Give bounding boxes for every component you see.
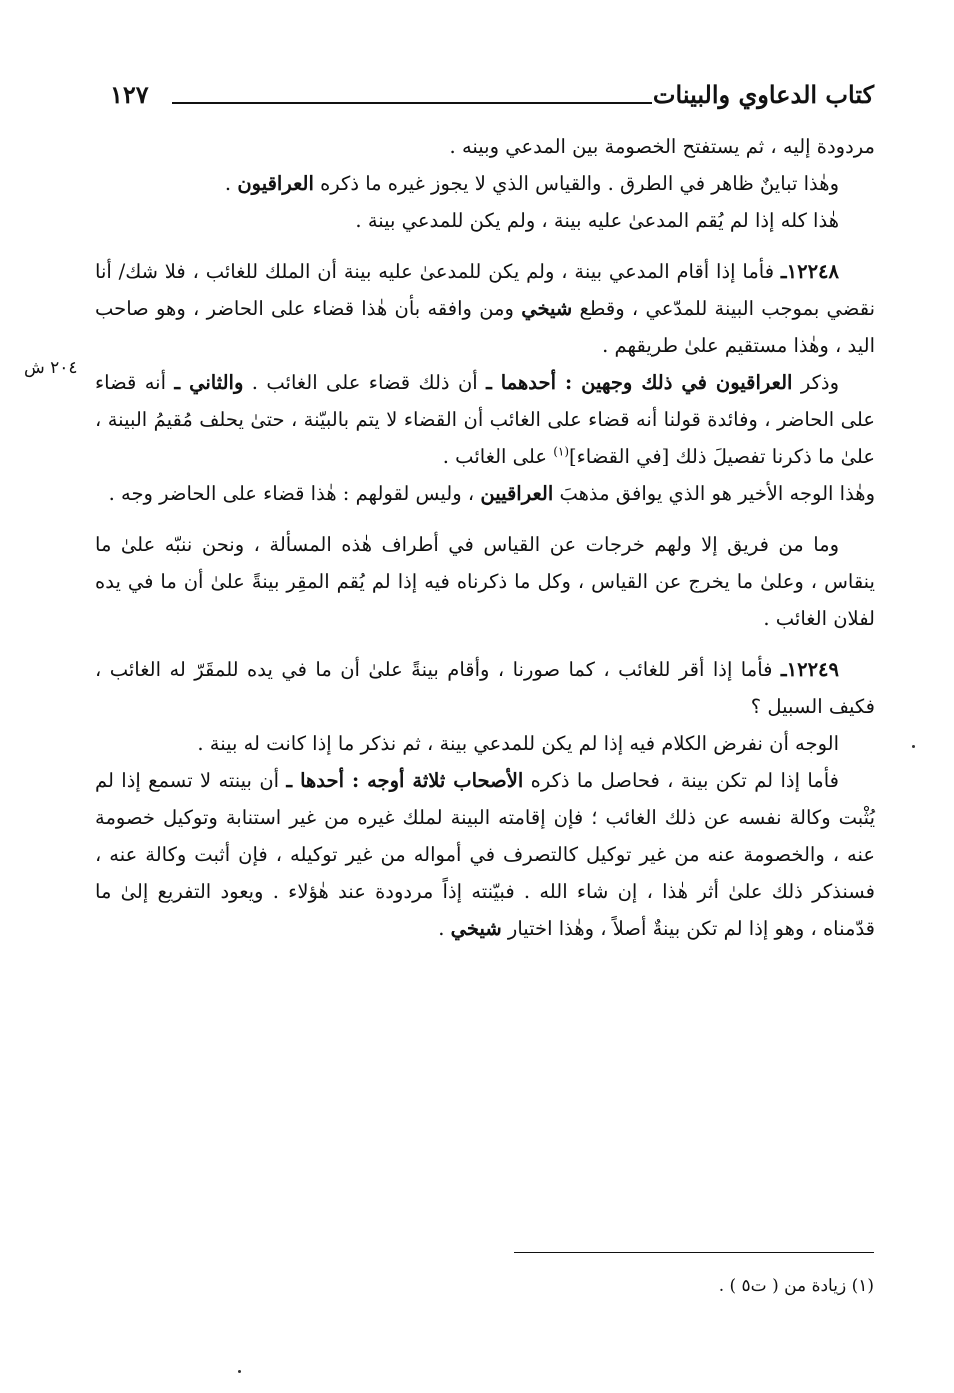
- bold-term: العراقيين: [480, 482, 554, 505]
- paragraph: [95, 762, 875, 947]
- text-run: الوجه أن نفرض الكلام فيه إذا لم يكن للمدعي بينة ، ثم نذكر ما إذا كانت له بينة .: [197, 732, 839, 755]
- text-run: .: [224, 172, 238, 195]
- bold-term: الأصحاب ثلاثة أوجه : أحدها ـ: [286, 769, 524, 792]
- footnote-marker: (١): [851, 1276, 874, 1296]
- text-run: ، وليس لقولهم : هٰذا قضاء على الحاضر وجه .: [108, 482, 481, 505]
- paragraph-numbered: [95, 651, 875, 725]
- text-run: ومن وافقه بأن هٰذا قضاء على الحاضر ، وهو صاحب اليد ، وهٰذا مستقيم علىٰ طريقهم .: [95, 297, 875, 357]
- running-header: [110, 78, 874, 118]
- text-run: .: [438, 917, 451, 940]
- text-run: فأما إذا لم تكن بينة ، فحاصل ما ذكره: [523, 769, 839, 792]
- bold-term: شيخي: [521, 297, 573, 320]
- paragraph: [95, 725, 875, 762]
- scan-speck: [238, 1370, 241, 1373]
- text-run: فأما إذا أقام المدعي بينة ، ولم يكن للمدعىٰ عليه بينة أن الملك للغائب ، فلا شك/ أنا نقضي بموجب البينة للمدّعي ، وقطع: [95, 260, 875, 320]
- footnote-ref: (١): [553, 444, 570, 459]
- footnote-text: زيادة من ( ت٥ ) .: [718, 1276, 847, 1296]
- bold-term: شيخي: [450, 917, 502, 940]
- text-run: وذكر: [792, 371, 839, 394]
- main-text: [95, 128, 875, 947]
- footnote: [374, 1276, 874, 1296]
- bold-term: العراقيون: [237, 172, 314, 195]
- footnote-rule: [514, 1252, 874, 1253]
- text-run: على الغائب .: [442, 445, 554, 468]
- paragraph: [95, 526, 875, 637]
- text-run: وهٰذا تباينٌ ظاهر في الطرق . والقياس الذي لا يجوز غيره ما ذكره: [313, 172, 839, 195]
- text-run: أنه قضاء على الحاضر ، وفائدة قولنا أنه قضاء على الغائب أن القضاء لا يتم بالبيّنة ، حتىٰ يحلف مُقيمُ البينة ، علىٰ ما ذكرنا تفصيلَ ذلك [في القضاء]: [95, 371, 875, 468]
- text-run: هٰذا كله إذا لم يُقم المدعىٰ عليه بينة ، ولم يكن للمدعي بينة .: [355, 209, 839, 232]
- page-number: ١٢٧: [110, 80, 149, 109]
- paragraph: [95, 364, 875, 475]
- text-run: أن بينته لا تسمع إذا لم يُثْبت وكالة نفسه عن ذلك الغائب ؛ فإن إقامته البينة لملك غيره من غير استنابة وتوكيل خصومة عنه ، والخصومة عنه من غير توكيل كالتصرف في أمواله من غير توكيله ، فإن أثبت وكالة عنه ، فسنذكر ذلك علىٰ أثر هٰذا ، إن شاء الله . فبيّنته إذاً مردودة عند هٰؤلاء . ويعود التفريع إلىٰ ما قدّمناه ، وهو إذا لم تكن بينةٌ أصلاً ، وهٰذا اختيار: [95, 769, 875, 940]
- paragraph: [95, 165, 875, 202]
- paragraph: [95, 202, 875, 239]
- paragraph-numbered: [95, 253, 875, 364]
- paragraph-number: ١٢٢٤٩ـ: [780, 658, 839, 681]
- text-run: فأما إذا أقر للغائب ، كما صورنا ، وأقام بينةً علىٰ أن ما في يده للمقَرّ له الغائب ، فكيف السبيل ؟: [95, 658, 875, 718]
- paragraph: [95, 475, 875, 512]
- paragraph-number: ١٢٢٤٨ـ: [780, 260, 839, 283]
- header-rule: [172, 102, 652, 104]
- margin-note: ٢٠٤ ش: [24, 358, 78, 378]
- bold-term: العراقيون في ذلك وجهين : أحدهما ـ: [486, 371, 793, 394]
- text-run: وهٰذا الوجه الأخير هو الذي يوافق مذهبَ: [553, 482, 875, 505]
- book-title: كتاب الدعاوي والبينات: [652, 80, 874, 109]
- scan-speck: [912, 745, 915, 748]
- text-run: مردودة إليه ، ثم يستفتح الخصومة بين المدعي وبينه .: [449, 135, 875, 158]
- bold-term: والثاني ـ: [174, 371, 244, 394]
- paragraph: [95, 128, 875, 165]
- text-run: وما من فريق إلا ولهم خرجات عن القياس في أطراف هٰذه المسألة ، ونحن ننبّه علىٰ ما ينقاس ، وعلىٰ ما يخرج عن القياس ، وكل ما ذكرناه فيه إذا لم يُقم المقِر بينةً علىٰ أن ما في يده لفلان الغائب .: [95, 533, 875, 630]
- text-run: أن ذلك قضاء على الغائب .: [243, 371, 487, 394]
